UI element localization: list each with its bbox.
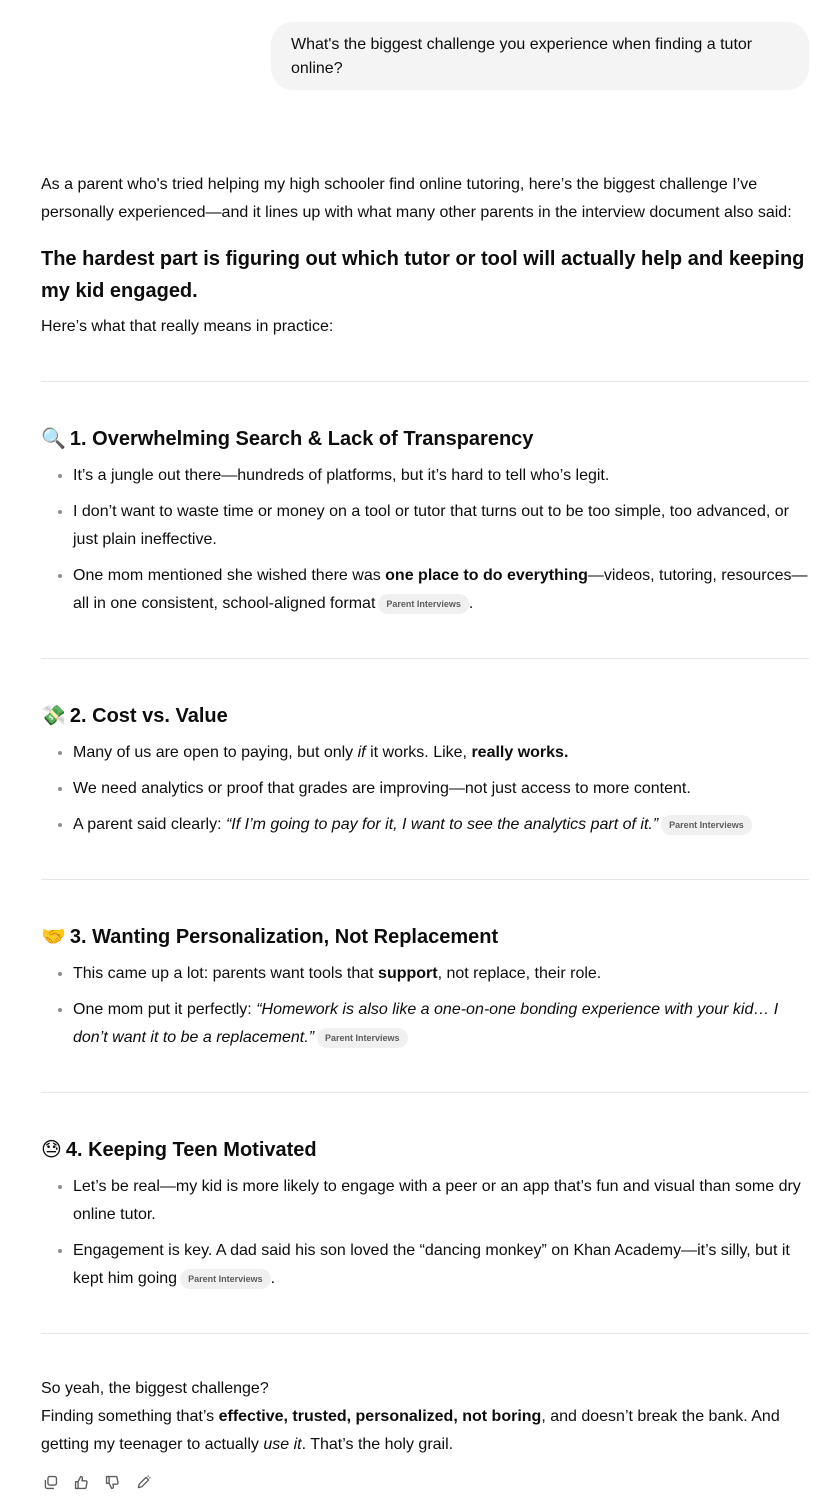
list-item: • One mom mentioned she wished there was one place to do everything—videos, tutoring, resources—all in one consistent, school-aligned format Parent Interviews . [73,562,809,618]
section-title: 3. Wanting Personalization, Not Replacement [69,926,499,948]
thumbs-down-icon[interactable] [103,1472,122,1492]
list-item [73,1173,809,1229]
money-icon: 💸 [41,703,66,727]
list-item-text: Many of us are open to paying, but only [73,744,358,761]
list-item [73,739,809,767]
section-heading-1 [41,423,809,454]
bullet-list [41,1173,809,1293]
bold-text: effective, trusted, personalized, not boring [218,1408,542,1425]
closing-line-2: Finding something that’s effective, trusted, personalized, not boring, and doesn’t break the bank. And getting my teenager to actually use it. That’s the holy grail. [41,1408,780,1453]
list-item: • Engagement is key. A dad said his son loved the “dancing monkey” on Khan Academy—it’s silly, but it kept him going Parent Interviews . [73,1237,809,1293]
message-actions [41,1472,153,1492]
edit-icon[interactable] [134,1472,153,1492]
list-item-text: This came up a lot: parents want tools that [73,965,379,982]
section-title: 1. Overwhelming Search & Lack of Transparency [69,428,534,450]
list-item-text: it works. Like, [365,744,472,761]
bullet-list [41,960,809,1052]
section-heading-2 [41,700,809,731]
headline: The hardest part is figuring out which tutor or tool will actually help and keeping my kid engaged. [41,248,805,302]
citation-chip[interactable]: Parent Interviews [661,815,752,835]
italic-text: “If I’m going to pay for it, I want to see the analytics part of it.” [225,816,659,833]
bullet-list [41,739,809,839]
italic-text: if [357,744,366,761]
divider [41,381,809,382]
section-title: 4. Keeping Teen Motivated [65,1139,317,1161]
divider [41,1092,809,1093]
list-item [73,498,809,554]
divider [41,658,809,659]
citation-chip[interactable]: Parent Interviews [378,594,469,614]
list-item-text: One mom put it perfectly: [73,1001,257,1018]
thumbs-up-icon[interactable] [72,1472,91,1492]
list-item [73,996,809,1052]
list-item [73,775,809,803]
list-item-text: I don’t want to waste time or money on a tool or tutor that turns out to be too simple, too advanced, or just plain ineffective. [73,503,789,548]
bold-text: support [378,965,438,982]
sub-paragraph: Here’s what that really means in practice: [41,318,334,335]
magnifier-icon: 🔍 [41,426,66,450]
divider [41,879,809,880]
section-heading-3 [41,921,809,952]
list-item-text: It’s a jungle out there—hundreds of platforms, but it’s hard to tell who’s legit. [73,467,610,484]
list-item [73,462,809,490]
user-message-bubble [271,22,809,90]
section-title: 2. Cost vs. Value [69,705,228,727]
list-item-text: One mom mentioned she wished there was [73,567,386,584]
handshake-icon: 🤝 [41,924,66,948]
list-item-text: Engagement is key. A dad said his son loved the “dancing monkey” on Khan Academy—it’s silly, but it kept him going [73,1242,790,1287]
list-item [73,960,809,988]
list-item-text: —videos, tutoring, resources—all in one consistent, school-aligned format [73,567,808,612]
citation-chip[interactable]: Parent Interviews [180,1269,271,1289]
list-item-text: Let’s be real—my kid is more likely to engage with a peer or an app that’s fun and visual than some dry online tutor. [73,1178,801,1223]
assistant-response [41,171,809,1459]
bold-text: really works. [471,744,569,761]
list-item-text: , not replace, their role. [437,965,602,982]
intro-paragraph: As a parent who's tried helping my high schooler find online tutoring, here’s the biggest challenge I’ve personally experienced—and it lines up with what many other parents in the interview document also said: [41,176,792,221]
user-message-text: What's the biggest challenge you experience when finding a tutor online? [291,36,753,77]
list-item [73,811,809,839]
list-item-text: A parent said clearly: [73,816,226,833]
bold-text: one place to do everything [385,567,588,584]
italic-text: use it [263,1436,302,1453]
bullet-list [41,462,809,618]
copy-icon[interactable] [41,1472,60,1492]
italic-text: “Homework is also like a one-on-one bonding experience with your kid… I don’t want it to be a replacement.” [73,1001,779,1046]
divider [41,1333,809,1334]
sweat-face-icon: 😓 [41,1137,62,1161]
closing-line-1: So yeah, the biggest challenge? [41,1380,269,1397]
section-heading-4 [41,1134,809,1165]
list-item-text: We need analytics or proof that grades are improving—not just access to more content. [73,780,691,797]
citation-chip[interactable]: Parent Interviews [317,1028,408,1048]
